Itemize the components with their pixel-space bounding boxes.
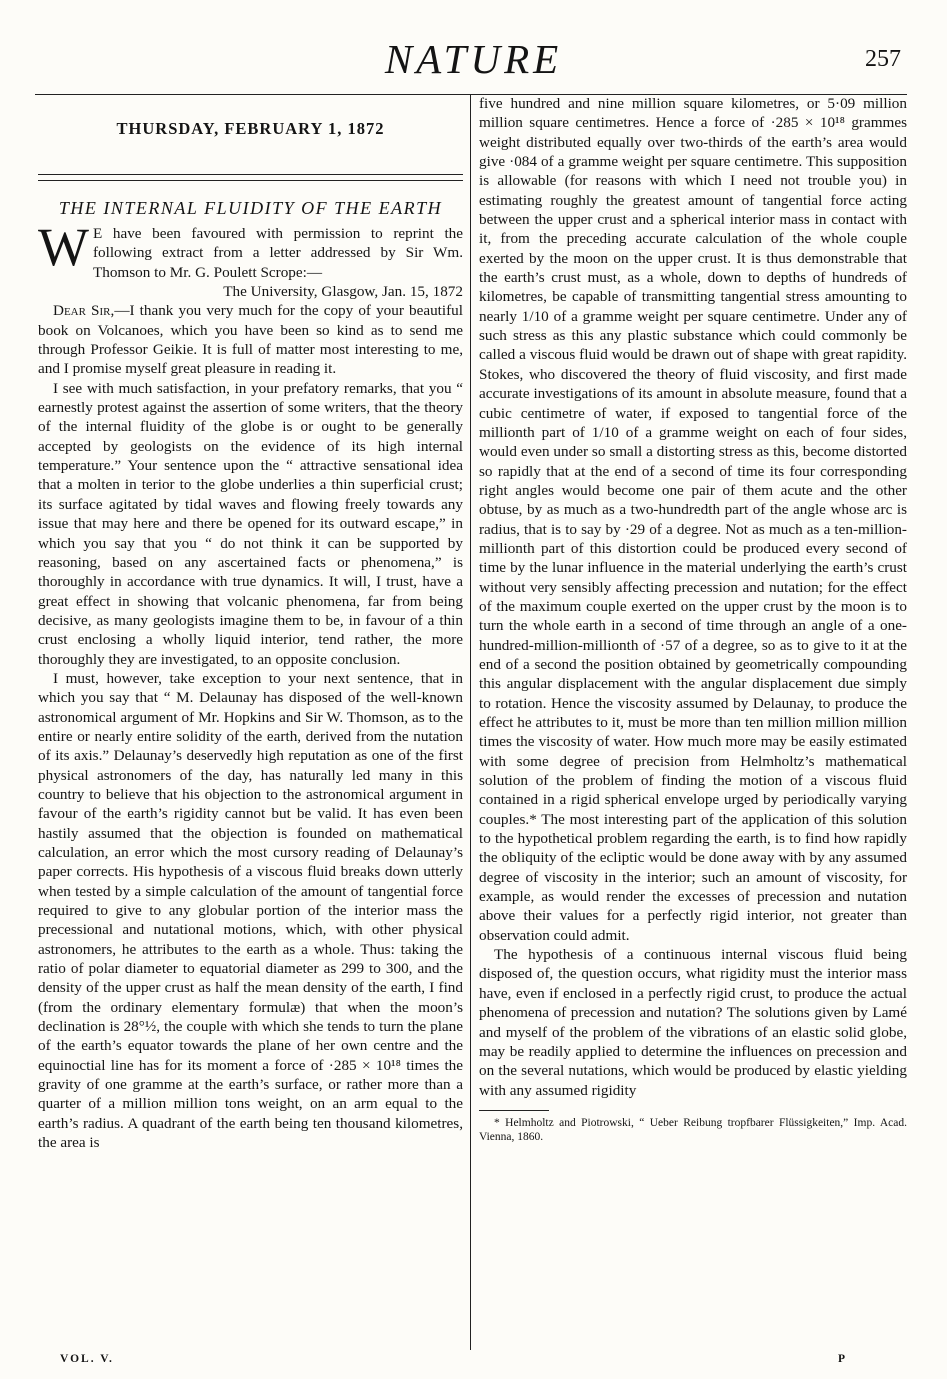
letter-paragraph: I see with much satisfaction, in your prefatory remarks, that you “ earnestly protest against the assertion of some writers, that the theory of the internal fluidity of the globe is or ought to be generally accepted by geologists on the evidence of its high internal temperature.” Your sentence upon the “ attractive sensational idea that a molten in terior to the globe underlies a thin superficial crust; its surface agitated by tidal waves and flowing freely towards any issue that may here and there be opened for its outward escape,” in which you say that you “ do not think it can be supported by reasoning, based on any ascertained facts or phenomena,” is thoroughly in accordance with true dynamics. It will, I trust, have a great effect in showing that volcanic phenomena, far from being decisive, as many geologists imagine them to be, in favour of a thin crust enclosing a wholly liquid interior, tend rather, the more thoroughly they are investigated, to an opposite conclusion.: [38, 379, 463, 668]
volume-signature: VOL. V.: [60, 1353, 114, 1365]
letter-paragraph: The hypothesis of a continuous internal viscous fluid being disposed of, the question occurs, what rigidity must the interior mass have, even if enclosed in a perfectly rigid crust, to produce the actual phenomena of precession and nutation? The solutions given by Lamé and myself of the problem of the vibrations of an elastic solid globe, may be readily applied to determine the influences on precession and on the several nutations, which would be produced by elastic yielding with any assumed rigidity: [479, 946, 907, 1099]
letter-paragraph: I must, however, take exception to your next sentence, that in which you say that “ M. Delaunay has disposed of the well-known astronomical argument of Mr. Hopkins and Sir W. Thomson, as to the entire or nearly entire solidity of the earth, derived from the nutation of its axis.” Delaunay’s deservedly high reputation as one of the first physical astronomers of the day, has naturally led many in this country to believe that his objection to the astronomical argument in favour of the earth’s rigidity cannot but be valid. It has even been hastily assumed that the objection is founded on mathematical calculation, an error which the most cursory reading of Delaunay’s paper corrects. His hypothesis of a viscous fluid breaks down utterly when tested by a simple calculation of the amount of tangential force required to give to any globular portion of the interior mass the precessional and nutational motions, which, with other physical astronomers, he attributes to the earth as a whole. Thus: taking the ratio of polar diameter to equatorial diameter as 299 to 300, and the density of the upper crust as half the mean density of the earth, I find (from the ordinary elementary formulæ) that when the moon’s declination is 28°½, the couple with which she tends to turn the plane of the earth’s equator towards the plane of her own centre and the equinoctial line has for its moment a force of ·285 × 10¹⁸ times the gravity of one gramme at the earth’s surface, or rather more than a quarter of a million million tons weight, on an arm equal to the earth’s radius. A quadrant of the earth being ten thousand kilometres, the area is: [38, 669, 463, 1152]
intro-text: E have been favoured with permission to reprint the following extract from a letter addressed by Sir Wm. Thomson to Mr. G. Poulett Scrope:—: [92, 225, 463, 281]
paragraph-text: —I thank you very much for the copy of your beautiful book on Volcanoes, which you have been so kind as to send me through Professor Geikie. It is full of matter most interesting to me, and I promise myself great pleasure in reading it.: [38, 302, 463, 378]
right-column: [479, 94, 907, 1356]
section-double-rule: [38, 174, 463, 181]
footnote: * Helmholtz and Piotrowski, “ Ueber Reibung tropfbarer Flüssigkeiten,” Imp. Acad. Vienna, 1860.: [479, 1116, 907, 1143]
page-number: 257: [865, 46, 901, 72]
letter-paragraph-continued: five hundred and nine million square kilometres, or 5·09 million million square centimetres. Hence a force of ·285 × 10¹⁸ grammes weight distributed equally over two-thirds of the earth’s area would give ·084 of a gramme weight per square centimetre. This supposition is allowable (for reasons with which I need not trouble you) in estimating roughly the greatest amount of tangential force acting between the upper crust and a spherical interior mass in contact with it, from the preceding accurate calculation of the whole couple exerted by the moon on the upper crust. It is thus demonstrable that the earth’s crust must, as a whole, down to depths of hundreds of kilometres, be capable of transmitting tangential stress amounting to nearly 1/10 of a gramme weight per square centimetre. Under any of such stress as this any plastic substance which could commonly be called a viscous fluid would be drawn out of shape with great rapidity. Stokes, who discovered the theory of fluid viscosity, and first made accurate investigations of its amount in absolute measure, found that a cubic centimetre of water, if exposed to tangential force of the millionth part of 1/10 of a gramme weight on each of four sides, would even under so small a distorting stress as this, become distorted so rapidly that at the end of a second of time its four corresponding right angles would become one pair of them acute and the other obtuse, by as much as a two-hundredth part of the angle whose arc is radius, that is to say by ·29 of a degree. Not as much as a ten-million-millionth part of this distortion could be produced every second of time by the lunar influence in the material underlying the earth’s crust without very sensibly affecting precession and nutation; for the effect of the maximum couple exerted on the upper crust by the moon is to turn the whole earth in a second of time through an angle of a one-hundred-million-millionth of ·57 of a degree, so as to give to it at the end of a second the position obtained by geometrically compounding this angular displacement with the angular displacement due simply to rotation. Hence the viscosity assumed by Delaunay, to produce the effect he attributes to it, must be more than ten million million million times the viscosity of water. How much more may be easily estimated with some degree of precision from Helmholtz’s mathematical solution of the problem of finding the motion of a viscous fluid contained in a rigid spherical envelope urged by periodically varying couples.* The most interesting part of the application of this solution to the hypothetical problem regarding the earth, is to find how rapidly the obliquity of the ecliptic would be done away with by any assumed degree of viscosity in the interior; such an amount of viscosity, for example, as would render the excesses of precession and nutation above their values for a perfectly rigid interior, not greater than observation could admit.: [479, 95, 907, 944]
article-intro: [38, 217, 463, 282]
printer-signature: P: [838, 1353, 848, 1365]
drop-cap: W: [38, 217, 89, 277]
left-column: [38, 94, 463, 1356]
issue-date-heading: THURSDAY, FEBRUARY 1, 1872: [116, 119, 385, 138]
masthead: [0, 36, 947, 82]
letter-paragraph: [38, 301, 463, 378]
letter-address-line: The University, Glasgow, Jan. 15, 1872: [223, 283, 463, 301]
journal-title: NATURE: [384, 36, 563, 82]
footnote-rule: [479, 1110, 549, 1111]
column-divider: [470, 95, 471, 1350]
salutation: Dear Sir,: [53, 302, 115, 320]
article-title: THE INTERNAL FLUIDITY OF THE EARTH: [58, 198, 443, 218]
